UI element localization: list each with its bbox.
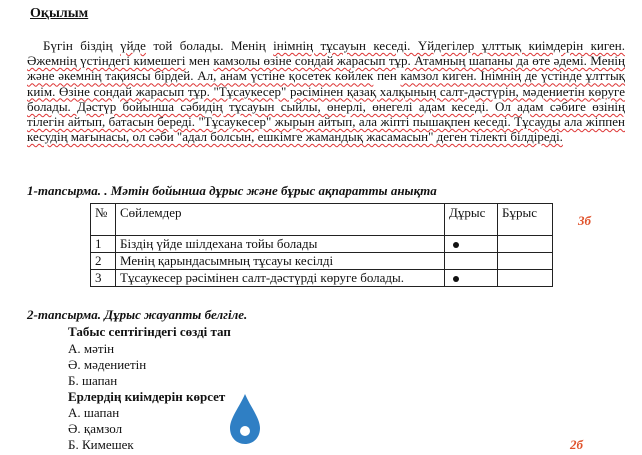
task1-label: 1-тапсырма. . (27, 183, 108, 198)
paragraph-segment: мен (185, 53, 214, 69)
table-row (91, 270, 553, 287)
task2-instruction: Дұрыс жауапты белгіле. (104, 307, 248, 322)
row-sentence: Менің қарындасымның тұсауы кесілді (116, 253, 445, 270)
bullet-mark-icon (453, 242, 459, 248)
row-sentence: Біздің үйде шілдехана тойы болады (116, 236, 445, 253)
question-1: Табыс септігіндегі сөзді тап (68, 324, 231, 339)
paragraph-segment: камзол киген. Інімнің де үстінде ұлттық киім. Өзіне сондай жарасып тұр. "Тұсаукесер" рәсімінен қазақ халқының салт-дәстүрін, мәдениетін көруге болады. Дәстүр бойынша сәбидің тұсауын сыйлы, өнерлі, өнегелі адам кеседі. Ол адам сәбиге өзінің тілегін айтып, батасын береді. "Тұсаукесер" жырын айтып, ала жіпті пышақпен кеседі. Тұсауды ала жіппен кесудің мағынасы, ол сәби "адал болсын, ешкімге жамандық жасамасын" деген тілекті білдіреді. (27, 68, 626, 145)
paragraph-segment: Бүгін біздің (43, 38, 121, 53)
paragraph-segment: пен (373, 68, 401, 84)
q2-option-a[interactable]: А. шапан (68, 405, 120, 420)
wrong-cell[interactable] (498, 253, 553, 270)
row-number: 2 (91, 253, 116, 270)
correct-cell[interactable] (445, 253, 498, 270)
task1-score: 3б (578, 213, 591, 228)
header-no: № (91, 204, 116, 236)
task2-label: 2-тапсырма. (27, 307, 101, 322)
table-header-row (91, 204, 553, 236)
q1-option-b[interactable]: Б. шапан (68, 373, 118, 388)
question-2: Ерлердің киімдерін көрсет (68, 389, 226, 404)
wrong-cell[interactable] (498, 236, 553, 253)
page-title: Оқылым (30, 6, 89, 21)
paragraph-segment: үйде (120, 38, 146, 53)
bullet-mark-icon (453, 276, 459, 282)
true-false-table (90, 203, 553, 287)
q2-option-ae[interactable]: Ә. қамзол (68, 421, 123, 436)
header-wrong: Бұрыс (498, 204, 553, 236)
task1-instruction: Мәтін бойынша дұрыс және бұрыс ақпаратты анықта (110, 183, 437, 198)
q1-option-a[interactable]: А. мәтін (68, 341, 115, 356)
correct-cell[interactable] (445, 270, 498, 287)
correct-cell[interactable] (445, 236, 498, 253)
row-number: 1 (91, 236, 116, 253)
header-correct: Дұрыс (445, 204, 498, 236)
table-row (91, 236, 553, 253)
task2-score: 2б (570, 437, 583, 452)
wrong-cell[interactable] (498, 270, 553, 287)
task1-heading (27, 183, 437, 199)
header-sentences: Сөйлемдер (116, 204, 445, 236)
water-drop-icon (228, 392, 262, 446)
row-sentence: Тұсаукесер рәсімінен салт-дәстүрді көруге болады. (116, 270, 445, 287)
paragraph-segment: той болады. Менің (145, 38, 274, 53)
paragraph-segment: камзолы өзіне сондай жарасып тұр. Атамның шапаны да өте әдемі. Менің және әкемнің тақиясы бірдей. Ал, анам үстіне қосетек көйлек (27, 53, 625, 84)
task2-heading (27, 307, 247, 323)
row-number: 3 (91, 270, 116, 287)
q2-option-b[interactable]: Б. Кимешек (68, 437, 134, 452)
paragraph-segment: інімнің тұсауын кеседі. Үйдегілер ұлттық киімдерін киген. Әжемнің үстіндегі кимешегі (27, 38, 625, 69)
table-row (91, 253, 553, 270)
reading-paragraph (27, 38, 625, 144)
q1-option-ae[interactable]: Ә. мәдениетін (68, 357, 147, 372)
